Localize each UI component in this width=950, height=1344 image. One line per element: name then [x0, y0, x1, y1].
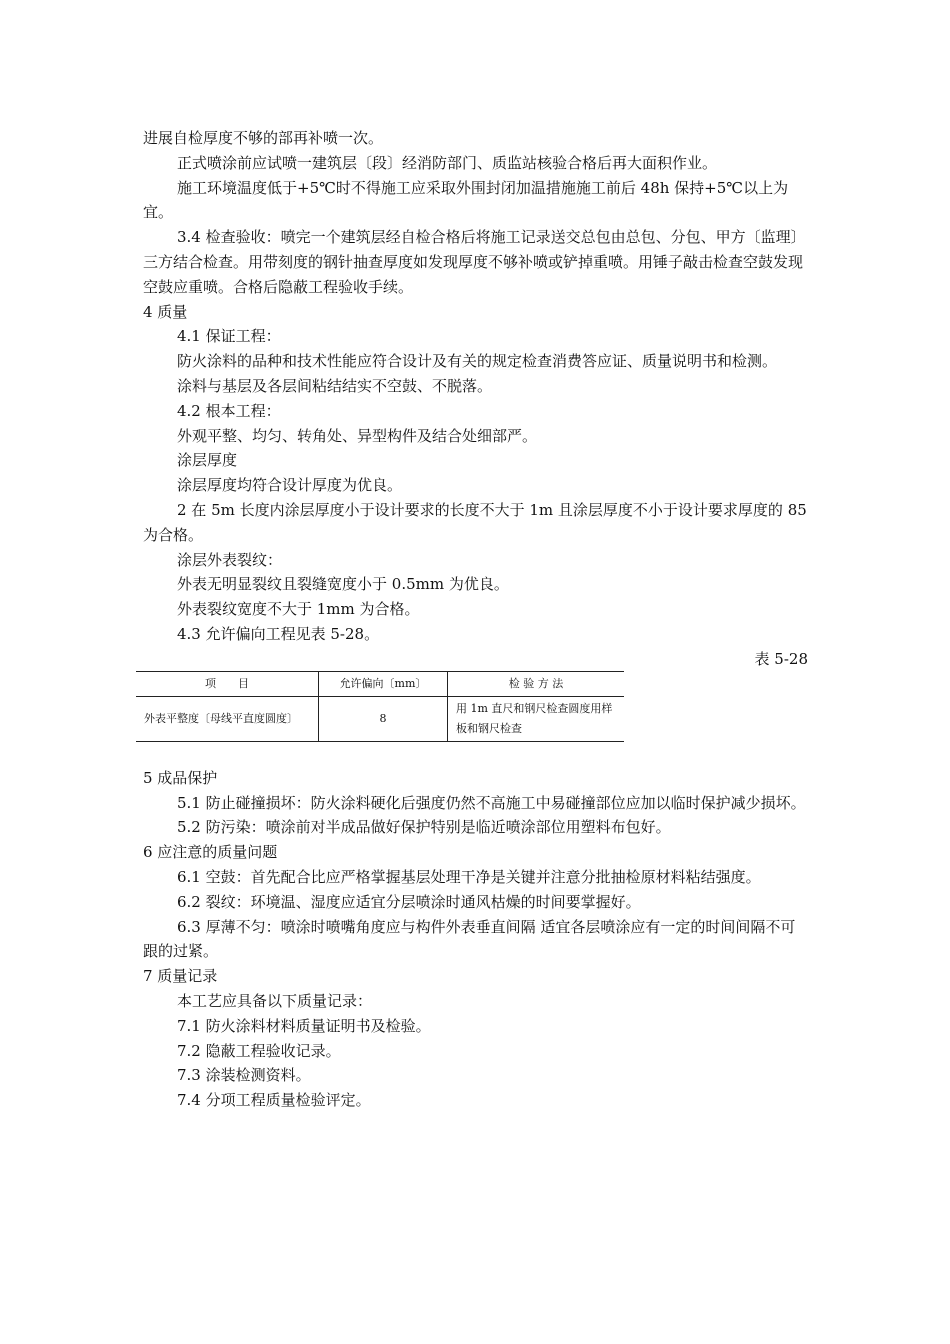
cell-method: 用 1m 直尺和钢尺检查圆度用样板和钢尺检查 — [456, 701, 613, 735]
paragraph: 5 成品保护 — [143, 768, 218, 787]
paragraph: 4 质量 — [143, 302, 188, 321]
paragraph: 4.2 根本工程： — [177, 401, 281, 420]
paragraph: 本工艺应具备以下质量记录： — [177, 991, 373, 1010]
paragraph: 进展自检厚度不够的部再补喷一次。 — [143, 129, 384, 147]
paragraph: 施工环境温度低于+5℃时不得施工应采取外围封闭加温措施施工前后 48h 保持+5℃以上为宜。 — [143, 178, 789, 222]
paragraph: 外观平整、均匀、转角处、异型构件及结合处细部严。 — [177, 426, 538, 445]
header-item: 项 目 — [136, 671, 319, 696]
spacer — [143, 742, 808, 766]
cell-item: 外表平整度〔母线平直度圆度〕 — [136, 696, 319, 741]
paragraph: 4.1 保证工程： — [177, 327, 281, 346]
paragraph: 6.3 厚薄不匀：喷涂时喷嘴角度应与构件外表垂直间隔 适宜各层喷涂应有一定的时间间隔不可跟的过紧。 — [143, 917, 796, 961]
paragraph: 4.3 允许偏向工程见表 5-28。 — [177, 624, 380, 643]
tolerance-table — [136, 671, 624, 742]
paragraph: 2 在 5m 长度内涂层厚度小于设计要求的长度不大于 1m 且涂层厚度不小于设计要求厚度的 85 为合格。 — [143, 500, 807, 544]
paragraph: 7.1 防火涂料材料质量证明书及检验。 — [177, 1016, 431, 1035]
paragraph: 6.1 空鼓：首先配合比应严格掌握基层处理干净是关键并注意分批抽检原材料粘结强度。 — [177, 867, 761, 886]
header-method: 检 验 方 法 — [508, 676, 564, 690]
paragraph: 5.1 防止碰撞损坏：防火涂料硬化后强度仍然不高施工中易碰撞部位应加以临时保护减少损坏。 — [177, 793, 806, 812]
header-tolerance: 允许偏向〔mm〕 — [319, 671, 448, 696]
paragraph: 3.4 检查验收：喷完一个建筑层经自检合格后将施工记录送交总包由总包、分包、甲方〔监理〕三方结合检查。用带刻度的钢针抽查厚度如发现厚度不够补喷或铲掉重喷。用锤子敲击检查空鼓发现空鼓应重喷。合格后隐蔽工程验收手续。 — [143, 228, 806, 296]
paragraph: 7.4 分项工程质量检验评定。 — [177, 1091, 371, 1110]
paragraph: 7 质量记录 — [143, 967, 218, 986]
paragraph: 7.3 涂装检测资料。 — [177, 1066, 311, 1085]
paragraph: 5.2 防污染：喷涂前对半成品做好保护特别是临近喷涂部位用塑料布包好。 — [177, 818, 671, 837]
body-text-lower — [143, 766, 808, 1113]
paragraph: 正式喷涂前应试喷一建筑层〔段〕经消防部门、质监站核验合格后再大面积作业。 — [177, 153, 718, 172]
table-row — [136, 696, 624, 741]
table-header-row — [136, 671, 624, 696]
paragraph: 6.2 裂纹：环境温、湿度应适宜分层喷涂时通风枯燥的时间要掌握好。 — [177, 892, 641, 911]
paragraph: 外表无明显裂纹且裂缝宽度小于 0.5mm 为优良。 — [177, 575, 509, 594]
paragraph: 涂层外表裂纹： — [177, 550, 283, 569]
paragraph: 涂层厚度均符合设计厚度为优良。 — [177, 476, 403, 495]
paragraph: 外表裂纹宽度不大于 1mm 为合格。 — [177, 600, 420, 619]
paragraph: 防火涂料的品种和技术性能应符合设计及有关的规定检查消费答应证、质量说明书和检测。 — [177, 352, 778, 371]
document-page — [143, 126, 808, 1113]
paragraph: 6 应注意的质量问题 — [143, 843, 278, 862]
cell-tolerance: 8 — [319, 696, 448, 741]
paragraph: 涂层厚度 — [177, 451, 238, 470]
body-text-upper — [143, 126, 808, 647]
paragraph: 7.2 隐蔽工程验收记录。 — [177, 1041, 341, 1060]
paragraph: 涂料与基层及各层间粘结结实不空鼓、不脱落。 — [177, 376, 493, 395]
table-caption: 表 5-28 — [754, 649, 808, 668]
